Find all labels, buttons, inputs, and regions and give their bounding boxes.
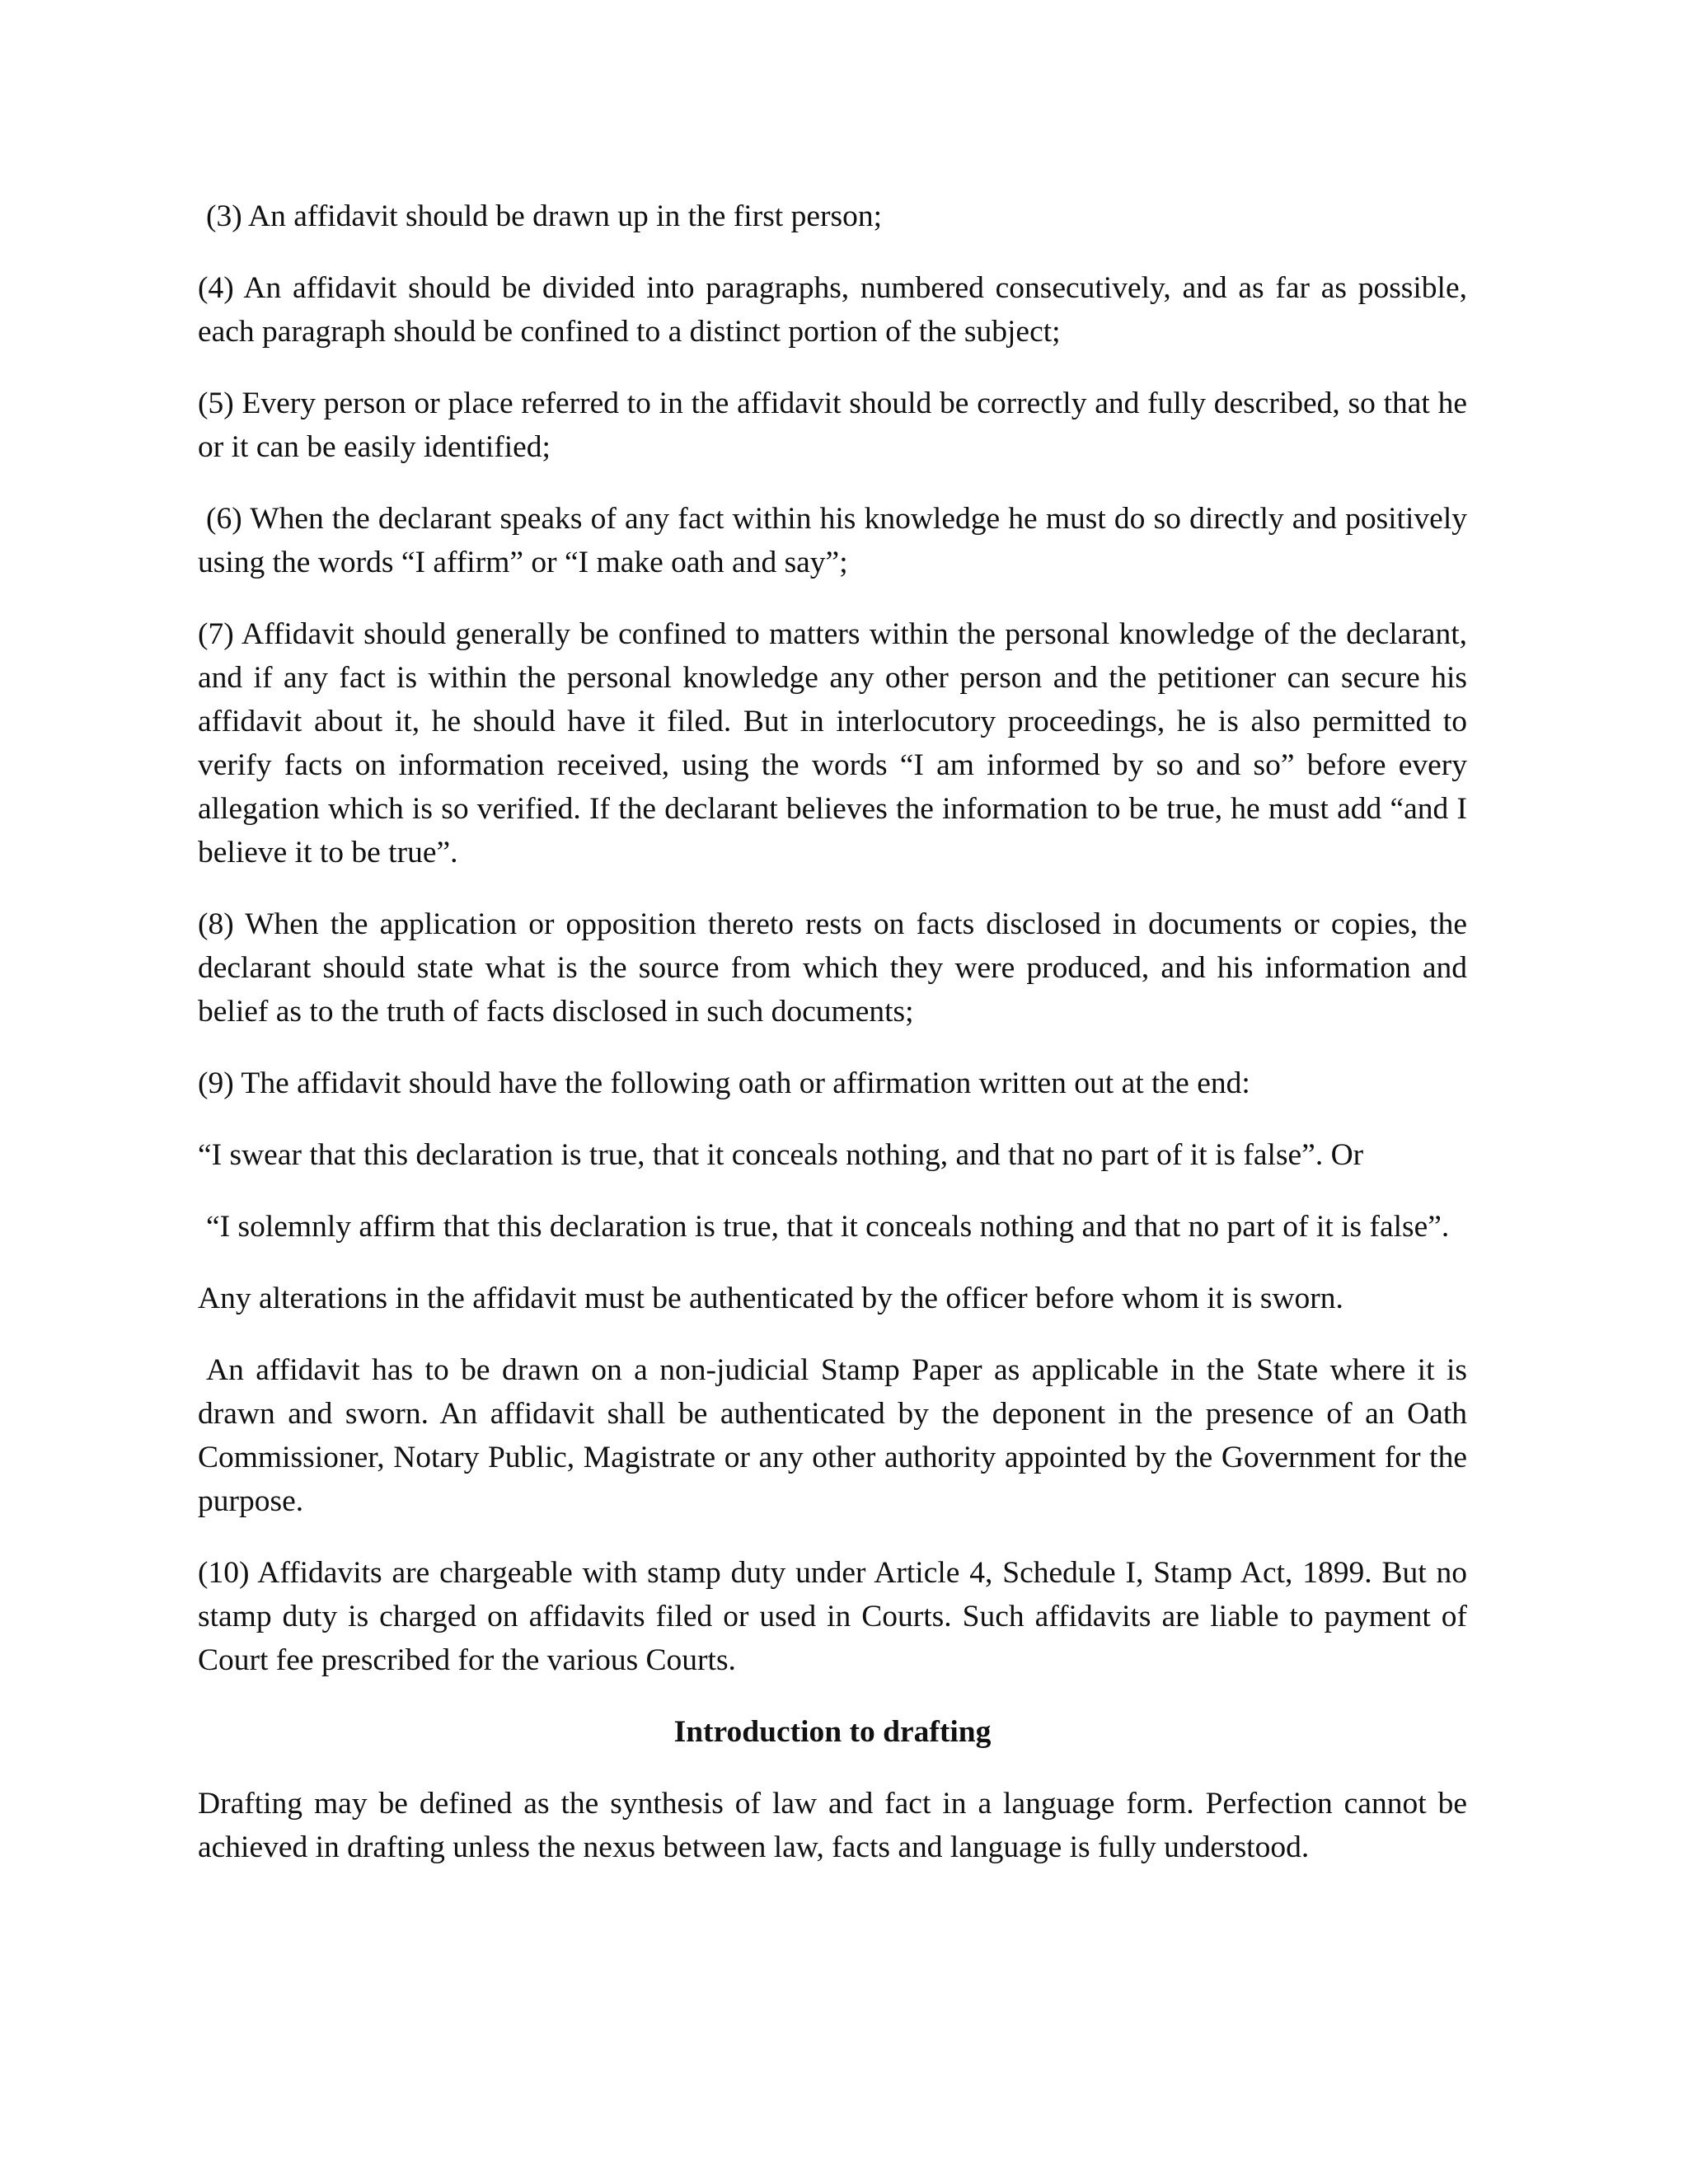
alterations-paragraph: Any alterations in the affidavit must be authenticated by the officer before whom it is sworn. — [198, 1282, 1343, 1315]
oath-text: “I swear that this declaration is true, that it conceals nothing, and that no part of it is false”. Or — [198, 1138, 1364, 1172]
drafting-paragraph: Drafting may be defined as the synthesis of law and fact in a language form. Perfection cannot be achieved in drafting unless the nexus between law, facts and language is fully understood. — [198, 1787, 1467, 1864]
paragraph-10: (10) Affidavits are chargeable with stamp duty under Article 4, Schedule I, Stamp Act, 1899. But no stamp duty is charged on affidavits filed or used in Courts. Such affidavits are liable to payment of Court fee prescribed for the various Courts. — [198, 1556, 1467, 1677]
paragraph-4: (4) An affidavit should be divided into paragraphs, numbered consecutively, and as far as possible, each paragraph should be confined to a distinct portion of the subject; — [198, 271, 1467, 349]
paragraph-5: (5) Every person or place referred to in the affidavit should be correctly and fully described, so that he or it can be easily identified; — [198, 387, 1467, 464]
section-heading: Introduction to drafting — [673, 1715, 992, 1749]
paragraph-7: (7) Affidavit should generally be confined to matters within the personal knowledge of the declarant, and if any fact is within the personal knowledge any other person and the petitioner can secure his affidavit about it, he should have it filed. But in interlocutory proceedings, he is also permitted to verify facts on information received, using the words “I am informed by so and so” before every allegation which is so verified. If the declarant believes the information to be true, he must add “and I believe it to be true”. — [198, 617, 1467, 869]
paragraph-6: (6) When the declarant speaks of any fact within his knowledge he must do so directly and positively using the words “I affirm” or “I make oath and say”; — [198, 502, 1467, 579]
paragraph-8: (8) When the application or opposition thereto rests on facts disclosed in documents or copies, the declarant should state what is the source from which they were produced, and his information and belief as to the truth of facts disclosed in such documents; — [198, 907, 1467, 1029]
paragraph-3: (3) An affidavit should be drawn up in the first person; — [206, 199, 882, 233]
paragraph-9: (9) The affidavit should have the following oath or affirmation written out at the end: — [198, 1066, 1250, 1100]
document-page — [198, 194, 1467, 1897]
stamp-paper-paragraph: An affidavit has to be drawn on a non-judicial Stamp Paper as applicable in the State where it is drawn and sworn. An affidavit shall be authenticated by the deponent in the presence of an Oath Commissioner, Notary Public, Magistrate or any other authority appointed by the Government for the purpose. — [198, 1353, 1467, 1518]
affirmation-text: “I solemnly affirm that this declaration is true, that it conceals nothing and that no part of it is false”. — [206, 1210, 1450, 1244]
